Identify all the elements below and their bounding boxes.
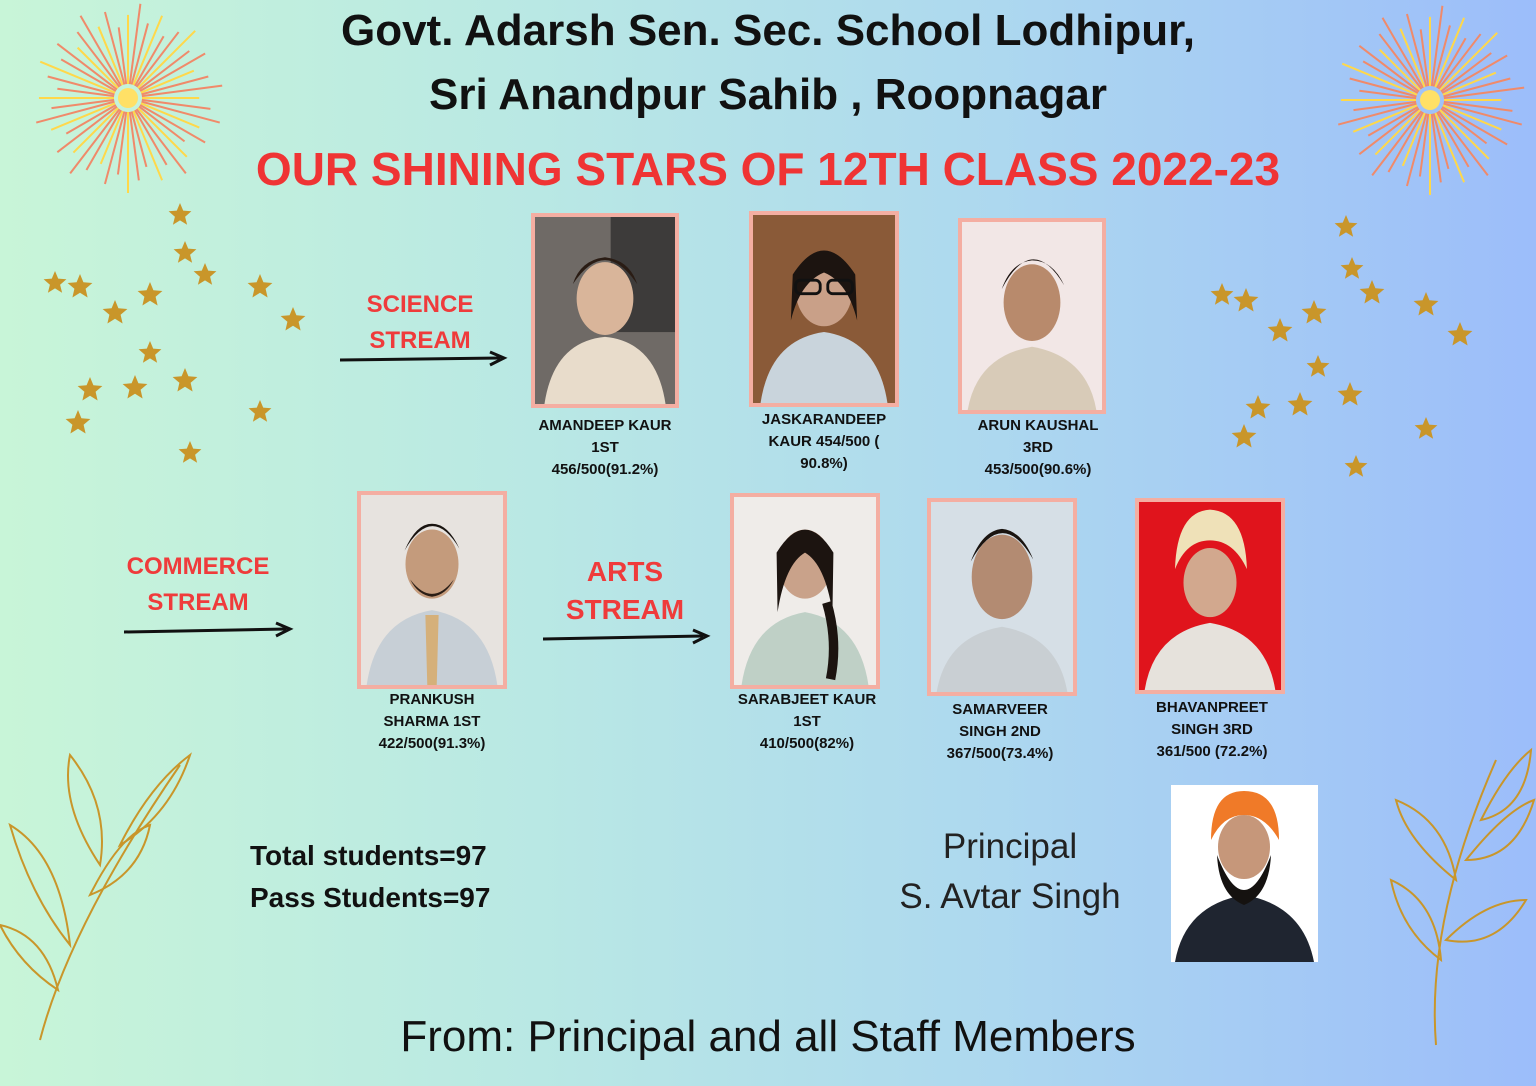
school-name: Govt. Adarsh Sen. Sec. School Lodhipur,: [340, 6, 1196, 55]
leaf-branch-left-icon: [0, 745, 200, 1045]
photo-amandeep-kaur: [531, 213, 679, 408]
principal-title: Principal: [942, 827, 1078, 866]
principal-name: S. Avtar Singh: [899, 877, 1121, 916]
photo-jaskarandeep-kaur: [749, 211, 899, 407]
science-stream-label: [340, 287, 500, 359]
arts-arrow-icon: [543, 627, 713, 647]
commerce-label-line2: STREAM: [147, 589, 249, 616]
total-students: Total students=97: [250, 840, 487, 871]
commerce-label-line1: COMMERCE: [126, 553, 270, 580]
commerce-stream-label: [113, 549, 283, 621]
arts-stream-label: [545, 553, 705, 629]
caption-amandeep-kaur: AMANDEEP KAUR 1ST 456/500(91.2%): [538, 417, 672, 478]
leaf-branch-right-icon: [1386, 740, 1536, 1050]
caption-jaskarandeep-kaur: JASKARANDEEP KAUR 454/500 ( 90.8%): [761, 411, 887, 472]
photo-sarabjeet-kaur: [730, 493, 880, 689]
stars-left-icon: [40, 195, 330, 475]
arts-label-line2: STREAM: [565, 594, 685, 625]
stats-block: [250, 835, 490, 919]
science-label-line1: SCIENCE: [366, 291, 474, 318]
caption-samarveer-singh: SAMARVEER SINGH 2ND 367/500(73.4%): [946, 701, 1054, 762]
caption-arun-kaushal: ARUN KAUSHAL 3RD 453/500(90.6%): [977, 417, 1099, 478]
science-arrow-icon: [340, 350, 510, 370]
arts-label-line1: ARTS: [586, 556, 664, 587]
commerce-arrow-icon: [124, 620, 296, 640]
principal-block: [880, 822, 1140, 922]
photo-principal: [1171, 785, 1318, 962]
photo-prankush-sharma: [357, 491, 507, 689]
caption-prankush-sharma: PRANKUSH SHARMA 1ST 422/500(91.3%): [378, 691, 486, 752]
school-location: Sri Anandpur Sahib , Roopnagar: [429, 70, 1107, 119]
photo-bhavanpreet-singh: [1135, 498, 1285, 694]
headline: OUR SHINING STARS OF 12TH CLASS 2022-23: [255, 143, 1281, 195]
footer-message: From: Principal and all Staff Members: [400, 1012, 1136, 1061]
caption-bhavanpreet-singh: BHAVANPREET SINGH 3RD 361/500 (72.2%): [1156, 699, 1268, 760]
photo-arun-kaushal: [958, 218, 1106, 414]
pass-students: Pass Students=97: [250, 882, 491, 913]
stars-right-icon: [1200, 205, 1490, 485]
caption-sarabjeet-kaur: SARABJEET KAUR 1ST 410/500(82%): [737, 691, 877, 752]
science-label-line2: STREAM: [369, 327, 471, 354]
photo-samarveer-singh: [927, 498, 1077, 696]
